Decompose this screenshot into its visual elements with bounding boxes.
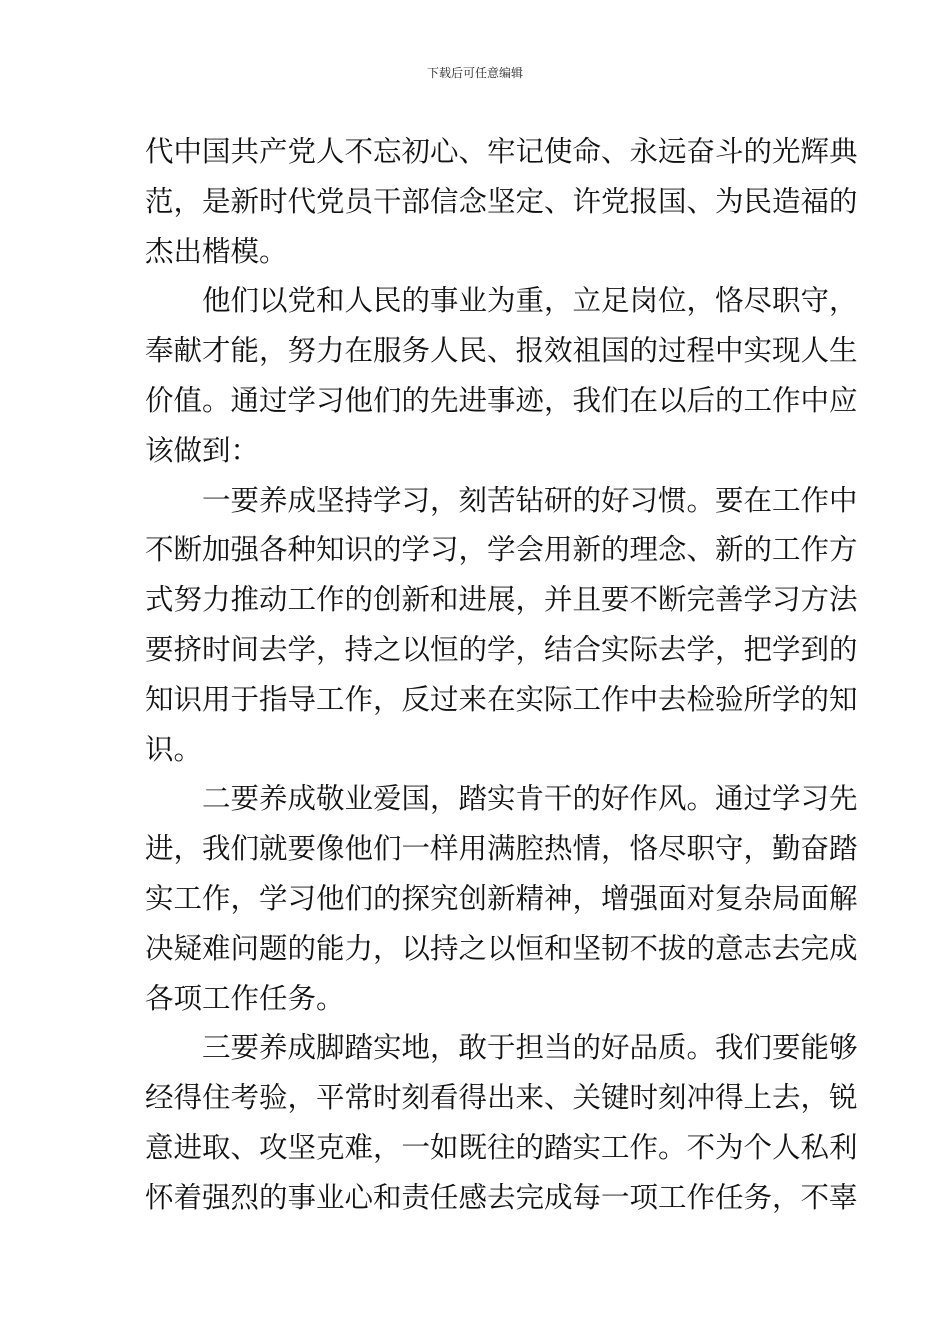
text-line: 实工作，学习他们的探究创新精神，增强面对复杂局面解 [145, 881, 858, 915]
text-line: 三要养成脚踏实地，敢于担当的好品质。我们要能够 [202, 1031, 858, 1065]
text-line: 价值。通过学习他们的先进事迹，我们在以后的工作中应 [145, 383, 858, 417]
text-line: 各项工作任务。 [145, 981, 345, 1015]
page-header-note: 下载后可任意编辑 [426, 66, 523, 80]
text-line: 怀着强烈的事业心和责任感去完成每一项工作任务，不辜 [145, 1180, 858, 1214]
text-line: 代中国共产党人不忘初心、牢记使命、永远奋斗的光辉典 [145, 135, 858, 168]
text-line: 不断加强各种知识的学习，学会用新的理念、新的工作方 [145, 533, 858, 567]
text-line: 该做到： [145, 433, 260, 467]
text-line: 进，我们就要像他们一样用满腔热情，恪尽职守，勤奋踏 [145, 832, 858, 866]
text-line: 要挤时间去学，持之以恒的学，结合实际去学，把学到的 [145, 632, 858, 666]
text-line: 范，是新时代党员干部信念坚定、许党报国、为民造福的 [145, 184, 858, 218]
text-line: 识。 [145, 732, 203, 766]
text-line: 经得住考验，平常时刻看得出来、关键时刻冲得上去，锐 [145, 1081, 858, 1115]
text-line: 杰出楷模。 [145, 234, 288, 268]
text-line: 一要养成坚持学习，刻苦钻研的好习惯。要在工作中 [202, 483, 858, 517]
document-body [145, 127, 858, 1223]
text-line: 奉献才能，努力在服务人民、报效祖国的过程中实现人生 [145, 334, 858, 368]
text-line: 决疑难问题的能力，以持之以恒和坚韧不拔的意志去完成 [145, 931, 858, 965]
text-line: 知识用于指导工作，反过来在实际工作中去检验所学的知 [145, 682, 858, 716]
text-line: 他们以党和人民的事业为重，立足岗位，恪尽职守， [202, 284, 858, 318]
text-line: 意进取、攻坚克难，一如既往的踏实工作。不为个人私利 [145, 1130, 858, 1164]
text-line: 二要养成敬业爱国，踏实肯干的好作风。通过学习先 [202, 782, 858, 816]
text-line: 式努力推动工作的创新和进展，并且要不断完善学习方法 [145, 583, 858, 617]
